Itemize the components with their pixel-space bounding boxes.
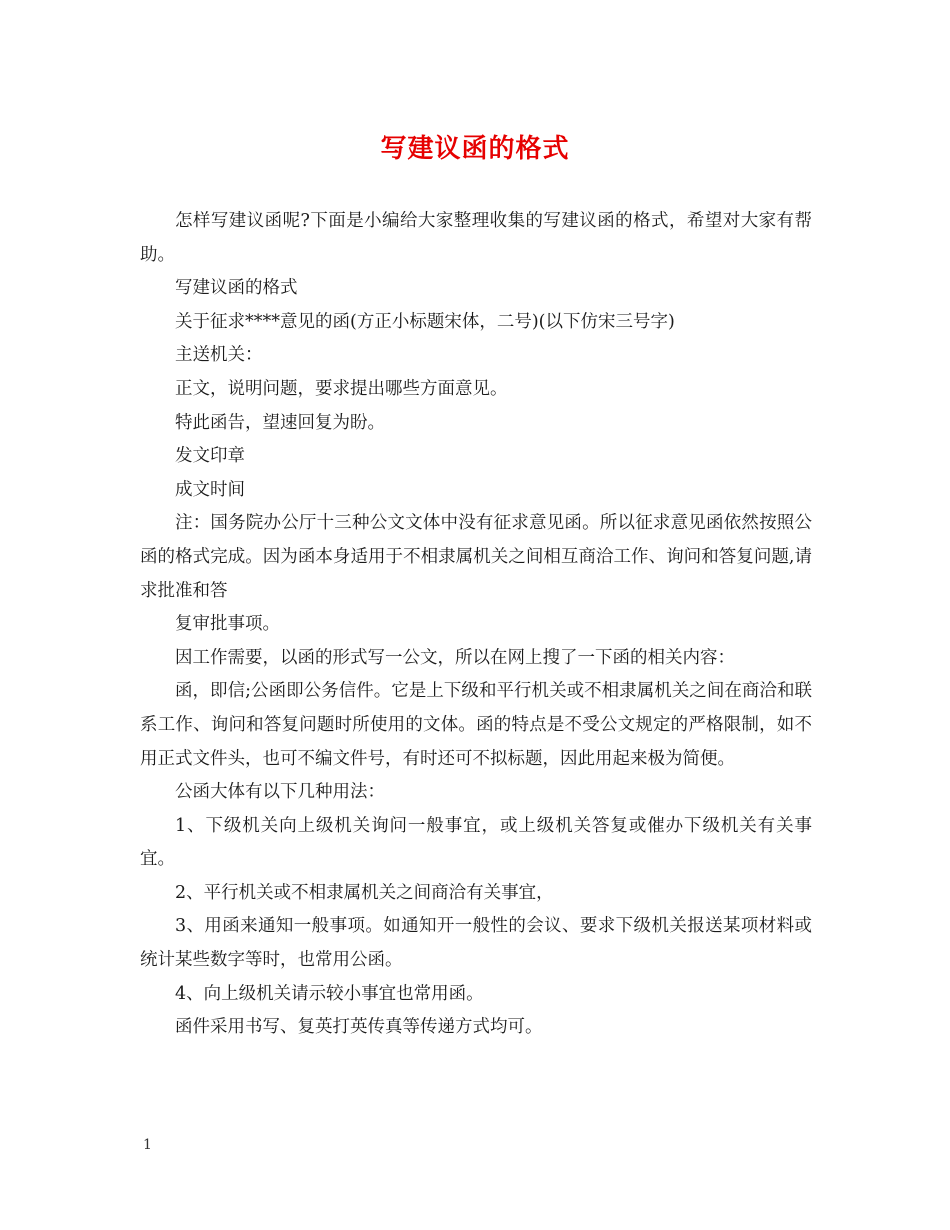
paragraph-body-note: 正文，说明问题，要求提出哪些方面意见。	[175, 378, 508, 399]
paragraph-usage-2: 2、平行机关或不相隶属机关之间商洽有关事宜，	[175, 882, 554, 903]
paragraph-recipient: 主送机关：	[175, 345, 263, 366]
paragraph-usage-4: 4、向上级机关请示较小事宜也常用函。	[175, 983, 484, 1004]
paragraph-letter-definition: 函，即信;公函即公务信件。它是上下级和平行机关或不相隶属机关之间在商洽和联系工作、询问和答复问题时所使用的文体。函的特点是不受公文规定的严格限制，如不用正式文件头，也可不编文件号，有时还可不拟标题，因此用起来极为简便。	[140, 681, 812, 769]
paragraph-format-heading: 写建议函的格式	[175, 278, 298, 299]
paragraph-letter-title: 关于征求****意见的函(方正小标题宋体，二号)(以下仿宋三号字)	[175, 311, 675, 332]
paragraph-note-continued: 复审批事项。	[175, 614, 280, 635]
document-title: 写建议函的格式	[380, 134, 570, 164]
paragraph-seal: 发文印章	[175, 446, 245, 467]
paragraph-work-need: 因工作需要，以函的形式写一公文，所以在网上搜了一下函的相关内容：	[175, 647, 735, 668]
paragraph-date: 成文时间	[175, 479, 245, 500]
paragraph-closing: 特此函告，望速回复为盼。	[175, 412, 385, 433]
paragraph-note: 注：国务院办公厅十三种公文文体中没有征求意见函。所以征求意见函依然按照公函的格式完成。因为函本身适用于不相隶属机关之间相互商洽工作、询问和答复问题,请求批准和答	[140, 513, 812, 601]
paragraph-usage-heading: 公函大体有以下几种用法：	[175, 782, 385, 803]
document-body	[140, 205, 812, 1045]
page-number: 1	[143, 1137, 152, 1153]
paragraph-delivery: 函件采用书写、复英打英传真等传递方式均可。	[175, 1017, 543, 1038]
paragraph-usage-1: 1、下级机关向上级机关询问一般事宜，或上级机关答复或催办下级机关有关事宜。	[140, 815, 812, 870]
paragraph-usage-3: 3、用函来通知一般事项。如通知开一般性的会议、要求下级机关报送某项材料或统计某些数字等时，也常用公函。	[140, 916, 812, 971]
paragraph-intro: 怎样写建议函呢?下面是小编给大家整理收集的写建议函的格式，希望对大家有帮助。	[140, 211, 812, 265]
